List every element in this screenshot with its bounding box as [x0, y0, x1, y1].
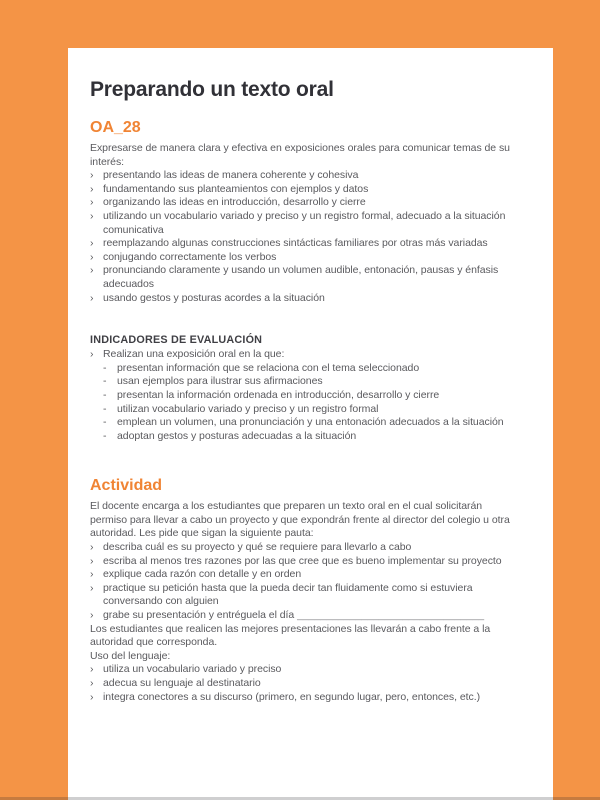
bullet-text: presentan la información ordenada en introducción, desarrollo y cierre: [117, 388, 440, 401]
list-item: [90, 183, 520, 197]
actividad-bullet-list: [90, 541, 520, 623]
chevron-bullet-icon: ›: [90, 182, 94, 195]
oa28-bullet-list: [90, 169, 520, 305]
section-actividad: [90, 476, 520, 704]
bullet-text: utilizan vocabulario variado y preciso y un registro formal: [117, 402, 379, 415]
list-item: [90, 403, 520, 417]
chevron-bullet-icon: ›: [90, 677, 94, 689]
oa28-intro: Expresarse de manera clara y efectiva en exposiciones orales para comunicar temas de su interés:: [90, 142, 510, 168]
bullet-text: fundamentando sus planteamientos con ejemplos y datos: [103, 182, 369, 195]
list-item: [90, 663, 520, 677]
chevron-bullet-icon: ›: [90, 554, 94, 567]
list-item: [90, 264, 520, 291]
fill-in-blank-line: ________________________________: [297, 609, 485, 622]
bullet-text: presentan información que se relaciona con el tema seleccionado: [117, 361, 420, 374]
dash-bullet-icon: -: [103, 361, 107, 374]
bullet-text: utiliza un vocabulario variado y preciso: [103, 663, 282, 676]
oa28-heading: OA_28: [90, 119, 141, 136]
dash-bullet-icon: -: [103, 375, 107, 388]
list-item: [90, 555, 520, 569]
bullet-text: usando gestos y posturas acordes a la situación: [103, 291, 325, 304]
page-title: Preparando un texto oral: [90, 78, 334, 101]
chevron-bullet-icon: ›: [90, 568, 94, 581]
list-item: [90, 169, 520, 183]
dash-bullet-icon: -: [103, 429, 107, 442]
list-item: [90, 416, 520, 430]
bullet-text: Realizan una exposición oral en la que:: [103, 348, 285, 361]
actividad-outro: Los estudiantes que realicen las mejores presentaciones las llevarán a cabo frente a la autoridad que corresponda.: [90, 622, 491, 649]
dash-bullet-icon: -: [103, 416, 107, 429]
dash-bullet-icon: -: [103, 388, 107, 401]
list-item: [90, 362, 520, 376]
bullet-text: pronunciando claramente y usando un volumen audible, entonación, pausas y énfasis adecuados: [103, 264, 499, 290]
chevron-bullet-icon: ›: [90, 264, 94, 277]
bullet-text: grabe su presentación y entréguela el día: [103, 609, 295, 622]
list-item: [90, 691, 520, 705]
list-item: [90, 389, 520, 403]
chevron-bullet-icon: ›: [90, 169, 94, 182]
section-oa28: [90, 118, 520, 305]
section-indicadores: [90, 333, 520, 443]
actividad-heading: Actividad: [90, 477, 163, 495]
uso-del-lenguaje-heading: Uso del lenguaje:: [90, 649, 171, 662]
chevron-bullet-icon: ›: [90, 237, 94, 250]
bullet-text: usan ejemplos para ilustrar sus afirmaciones: [117, 375, 323, 388]
indicadores-lead-list: [90, 348, 520, 362]
list-item: [90, 582, 520, 609]
bullet-text: escriba al menos tres razones por las que cree que es bueno implementar su proyecto: [103, 554, 502, 567]
indicadores-heading: INDICADORES DE EVALUACIÓN: [90, 334, 263, 347]
list-item: [90, 210, 520, 237]
list-item: [90, 292, 520, 306]
bullet-text: adoptan gestos y posturas adecuadas a la situación: [117, 429, 357, 442]
bullet-text: integra conectores a su discurso (primero, en segundo lugar, pero, entonces, etc.): [103, 690, 481, 703]
list-item: [90, 375, 520, 389]
indicadores-sub-list: [90, 362, 520, 444]
uso-bullet-list: [90, 663, 520, 704]
dash-bullet-icon: -: [103, 402, 107, 415]
bullet-text: adecua su lenguaje al destinatario: [103, 677, 261, 689]
bullet-text: reemplazando algunas construcciones sintácticas familiares por otras más variadas: [103, 237, 488, 250]
chevron-bullet-icon: ›: [90, 348, 94, 361]
chevron-bullet-icon: ›: [90, 581, 94, 594]
list-item: [90, 430, 520, 444]
bullet-text: organizando las ideas en introducción, desarrollo y cierre: [103, 196, 366, 209]
chevron-bullet-icon: ›: [90, 196, 94, 209]
chevron-bullet-icon: ›: [90, 250, 94, 263]
list-item: [90, 237, 520, 251]
bullet-text: utilizando un vocabulario variado y preciso y un registro formal, adecuado a la situación comunicativa: [103, 209, 506, 236]
list-item: [90, 196, 520, 210]
bullet-text: presentando las ideas de manera coherente y cohesiva: [103, 169, 359, 182]
chevron-bullet-icon: ›: [90, 209, 94, 222]
bullet-text: emplean un volumen, una pronunciación y una entonación adecuados a la situación: [117, 416, 504, 429]
list-item: [90, 609, 520, 623]
list-item: [90, 677, 520, 691]
chevron-bullet-icon: ›: [90, 541, 94, 554]
list-item: [90, 568, 520, 582]
list-item: [90, 348, 520, 362]
chevron-bullet-icon: ›: [90, 690, 94, 703]
chevron-bullet-icon: ›: [90, 609, 94, 622]
chevron-bullet-icon: ›: [90, 291, 94, 304]
bullet-text: conjugando correctamente los verbos: [103, 250, 277, 263]
bullet-text: explique cada razón con detalle y en orden: [103, 568, 302, 581]
bullet-text: describa cuál es su proyecto y qué se requiere para llevarlo a cabo: [103, 541, 412, 554]
document-page: [68, 48, 553, 800]
actividad-intro: El docente encarga a los estudiantes que preparen un texto oral en el cual solicitarán permiso para llevar a cabo un proyecto y que expondrán frente al director del colegio u otra autoridad. Les pide que sigan la siguiente pauta:: [90, 500, 510, 540]
list-item: [90, 251, 520, 265]
bullet-text: practique su petición hasta que la pueda decir tan fluidamente como si estuviera conversando con alguien: [103, 581, 473, 608]
list-item: [90, 541, 520, 555]
chevron-bullet-icon: ›: [90, 663, 94, 676]
